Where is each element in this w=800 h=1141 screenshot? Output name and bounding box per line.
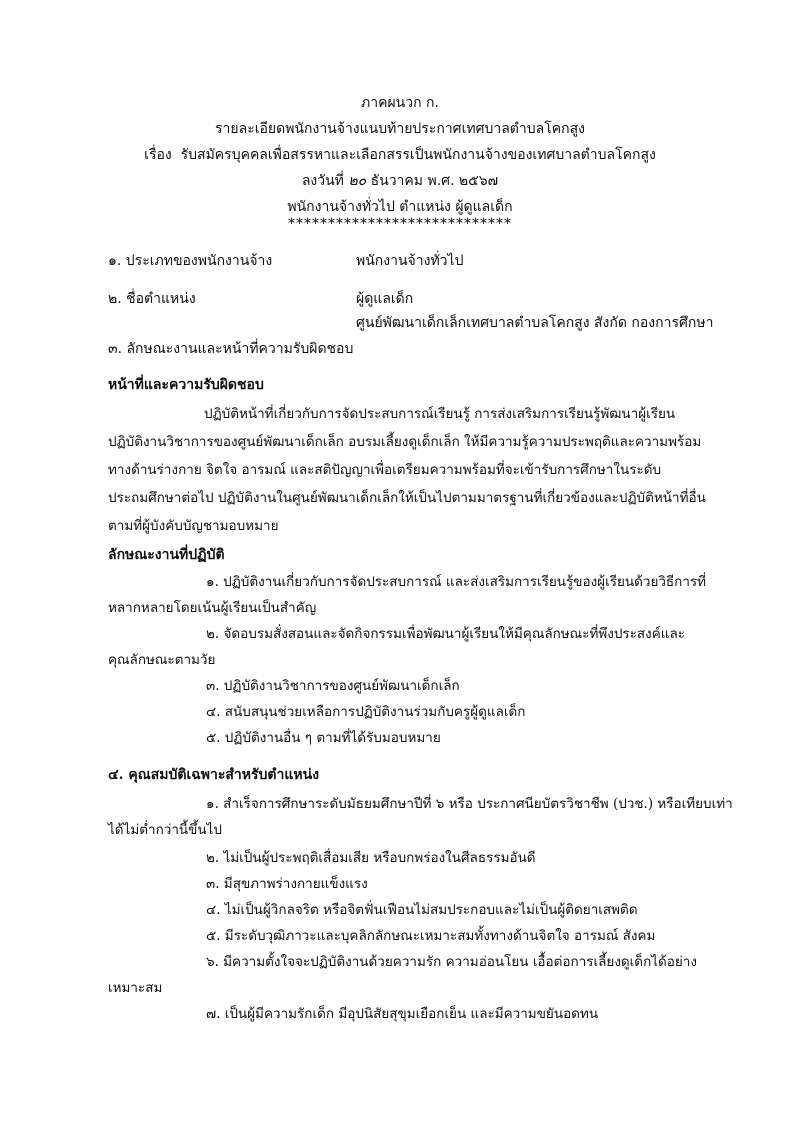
date-prefix: ลงวันที่: [301, 173, 344, 189]
position-line: พนักงานจ้างทั่วไป ตำแหน่ง ผู้ดูแลเด็ก: [287, 199, 513, 215]
duties-line-5: ตามที่ผู้บังคับบัญชามอบหมาย: [108, 518, 279, 534]
qualification-7: ๗. เป็นผู้มีความรักเด็ก มีอุปนิสัยสุขุมเยือกเย็น และมีความขยันอดทน: [206, 1006, 599, 1022]
subject-line: [0, 144, 800, 166]
qualification-1: ๑. สำเร็จการศึกษาระดับมัธยมศึกษาปีที่ ๖ หรือ ประกาศนียบัตรวิชาชีพ (ปวช.) หรือเทียบเท่า: [206, 796, 733, 812]
star-divider: ****************************: [288, 216, 512, 232]
duties-line-2: ปฏิบัติงานวิชาการของศูนย์พัฒนาเด็กเล็ก อบรมเลี้ยงดูเด็กเล็ก ให้มีความรู้ความประพฤติและความพร้อม: [108, 434, 702, 450]
qualification-4: ๔. ไม่เป็นผู้วิกลจริต หรือจิตฟั่นเฟือนไม่สมประกอบและไม่เป็นผู้ติดยาเสพติด: [206, 902, 638, 918]
section2-value-unit: ศูนย์พัฒนาเด็กเล็กเทศบาลตำบลโคกสูง สังกัด กองการศึกษา: [356, 315, 714, 331]
work-item-2-cont: คุณลักษณะตามวัย: [108, 652, 216, 668]
qualification-3: ๓. มีสุขภาพร่างกายแข็งแรง: [206, 876, 368, 892]
qualification-5: ๕. มีระดับวุฒิภาวะและบุคลิกลักษณะเหมาะสมทั้งทางด้านจิตใจ อารมณ์ สังคม: [206, 928, 656, 944]
work-item-2: ๒. จัดอบรมสั่งสอนและจัดกิจกรรมเพื่อพัฒนาผู้เรียนให้มีคุณลักษณะที่พึงประสงค์และ: [206, 626, 686, 642]
duties-heading: หน้าที่และความรับผิดชอบ: [108, 377, 264, 393]
work-item-5: ๕. ปฏิบัติงานอื่น ๆ ตามที่ได้รับมอบหมาย: [206, 730, 441, 746]
date-rest: ธันวาคม พ.ศ. ๒๕๖๗: [370, 173, 499, 189]
section4-heading: ๔. คุณสมบัติเฉพาะสำหรับตำแหน่ง: [108, 767, 320, 783]
annex-label: ภาคผนวก ก.: [361, 95, 439, 111]
date-line: [0, 170, 800, 192]
qualification-6-cont: เหมาะสม: [108, 980, 163, 996]
subject-text: รับสมัครบุคคลเพื่อสรรหาและเลือกสรรเป็นพนักงานจ้างของเทศบาลตำบลโคกสูง: [180, 147, 656, 163]
work-heading: ลักษณะงานที่ปฏิบัติ: [108, 547, 225, 563]
subject-label: เรื่อง: [144, 147, 172, 163]
date-day-handwritten: ๒๐: [348, 173, 367, 189]
duties-line-1: ปฏิบัติหน้าที่เกี่ยวกับการจัดประสบการณ์เรียนรู้ การส่งเสริมการเรียนรู้พัฒนาผู้เรียน: [204, 406, 676, 422]
section3-label: ๓. ลักษณะงานและหน้าที่ความรับผิดชอบ: [108, 341, 354, 357]
duties-line-3: ทางด้านร่างกาย จิตใจ อารมณ์ และสติปัญญาเพื่อเตรียมความพร้อมที่จะเข้ารับการศึกษาในระดับ: [108, 462, 662, 478]
work-item-1: ๑. ปฏิบัติงานเกี่ยวกับการจัดประสบการณ์ และส่งเสริมการเรียนรู้ของผู้เรียนด้วยวิธีการที่: [206, 574, 707, 590]
section1-label: ๑. ประเภทของพนักงานจ้าง: [108, 253, 273, 269]
section2-label: ๒. ชื่อตำแหน่ง: [108, 291, 196, 307]
qualification-6: ๖. มีความตั้งใจจะปฏิบัติงานด้วยความรัก ความอ่อนโยน เอื้อต่อการเลี้ยงดูเด็กได้อย่าง: [206, 954, 697, 970]
work-item-4: ๔. สนับสนุนช่วยเหลือการปฏิบัติงานร่วมกับครูผู้ดูแลเด็ก: [206, 704, 526, 720]
work-item-3: ๓. ปฏิบัติงานวิชาการของศูนย์พัฒนาเด็กเล็ก: [206, 678, 460, 694]
qualification-1-cont: ได้ไม่ต่ำกว่านี้ขึ้นไป: [108, 822, 222, 838]
qualification-2: ๒. ไม่เป็นผู้ประพฤติเสื่อมเสีย หรือบกพร่องในศีลธรรมอันดี: [206, 850, 536, 866]
document-title: รายละเอียดพนักงานจ้างแนบท้ายประกาศเทศบาลตำบลโคกสูง: [215, 121, 585, 137]
section1-value: พนักงานจ้างทั่วไป: [356, 253, 464, 269]
section2-value: ผู้ดูแลเด็ก: [356, 291, 414, 307]
duties-line-4: ประถมศึกษาต่อไป ปฏิบัติงานในศูนย์พัฒนาเด็กเล็กให้เป็นไปตามมาตรฐานที่เกี่ยวข้องและปฏิบัติหน้าที่อื่น: [108, 490, 706, 506]
work-item-1-cont: หลากหลายโดยเน้นผู้เรียนเป็นสำคัญ: [108, 600, 317, 616]
